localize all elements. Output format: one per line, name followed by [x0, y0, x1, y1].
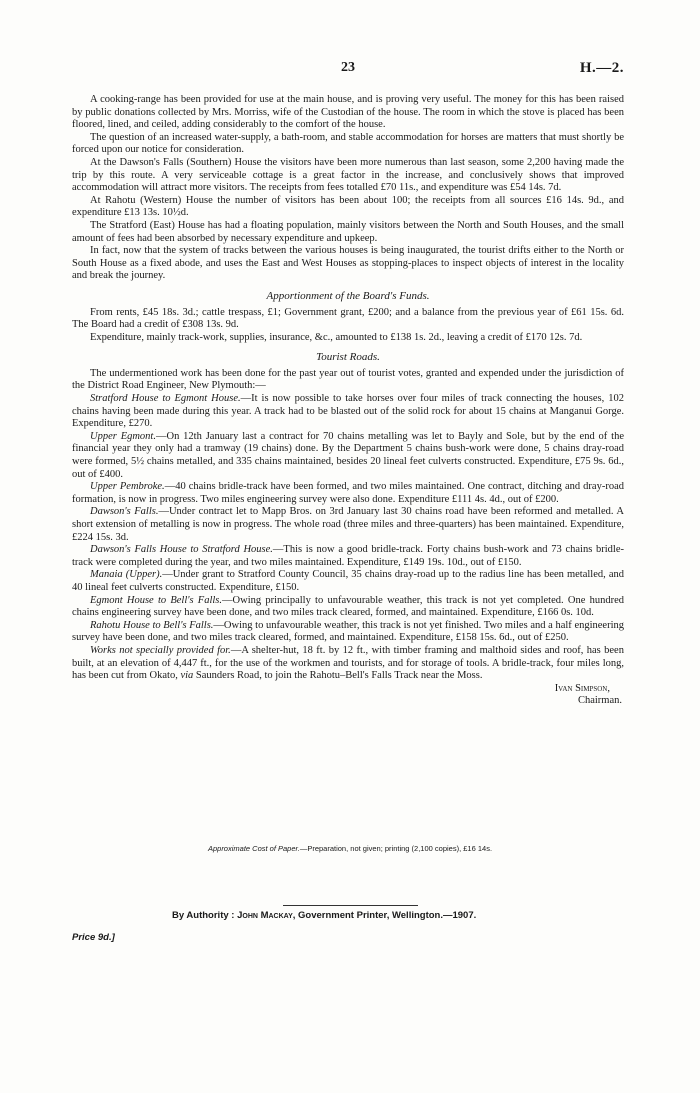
section-heading-tourist-roads: Tourist Roads.	[316, 351, 380, 364]
item-heading: Works not specially provided for.	[90, 644, 231, 656]
item-heading: Egmont House to Bell's Falls.	[90, 594, 223, 606]
item-text: —Under grant to Stratford County Council, 35 chains dray-road up to the radius line has been metalled, and 40 lineal feet culverts constructed. Expenditure, £150.	[72, 569, 624, 593]
paragraph	[72, 481, 624, 506]
page-number: 23	[341, 60, 355, 75]
paragraph	[72, 506, 624, 544]
item-heading: Dawson's Falls House to Stratford House.	[90, 544, 273, 556]
signature-name: Ivan Simpson,	[554, 682, 610, 694]
printer-name: John Mackay	[237, 910, 293, 921]
paragraph: At Rahotu (Western) House the number of visitors has been about 100; the receipts from all sources £16 14s. 9d., and expenditure £13 13s. 10½d.	[72, 194, 624, 219]
item-heading: Upper Egmont.	[90, 430, 156, 442]
paragraph: In fact, now that the system of tracks between the various houses is being inaugurated, the tourist drifts either to the North or South House as a fixed abode, and uses the East and West Houses as stopping-places to inspect objects of interest in the locality and break the journey.	[72, 245, 624, 282]
paragraph: A cooking-range has been provided for use at the main house, and is proving very useful. The money for this has been raised by public donations collected by Mrs. Morriss, wife of the Custodian of the house. The room in which the stove is placed has been floored, lined, and ceiled, adding considerably to the comfort of the house.	[72, 94, 624, 131]
paragraph: At the Dawson's Falls (Southern) House the visitors have been more numerous than last season, some 2,200 having made the trip by this route. A very serviceable cottage is a great factor in the increase, and conclusively shows that improved accommodation will attract more visitors. The receipts from fees totalled £70 11s., and expenditure was £54 14s. 7d.	[72, 156, 624, 194]
item-heading: Manaia (Upper).	[90, 569, 163, 581]
item-text: —40 chains bridle-track have been formed, and two miles maintained. One contract, ditching and dray-road formation, is now in progress. Two miles engineering survey were also done. Expenditure £111 4s. 4d., out of £200.	[72, 481, 624, 505]
cost-of-paper-note: Approximate Cost of Paper.—Preparation, not given; printing (2,100 copies), £16 14s.	[207, 844, 493, 853]
paragraph	[72, 393, 624, 431]
section-heading-funds: Apportionment of the Board's Funds.	[266, 289, 430, 302]
page-header	[72, 60, 624, 82]
item-text: —This is now a good bridle-track. Forty chains bush-work and 73 chains bridle-track were completed during the year, and two miles maintained. Expenditure, £149 19s. 10d., out of £150.	[72, 544, 624, 568]
divider-rule	[283, 905, 418, 906]
paragraph	[72, 595, 624, 620]
document-reference: H.—2.	[579, 60, 624, 76]
item-heading: Rahotu House to Bell's Falls.	[90, 619, 214, 631]
paragraph	[72, 544, 624, 569]
paragraph	[72, 620, 624, 645]
paragraph: From rents, £45 18s. 3d.; cattle trespass, £1; Government grant, £200; and a balance from the previous year of £61 15s. 6d. The Board had a credit of £308 13s. 9d.	[72, 306, 624, 331]
item-text: —Under contract let to Mapp Bros. on 3rd January last 30 chains road have been reformed and metalled. A short extension of metalling is now in progress. The whole road (three miles and three-quarters) has been maintained. Expenditure, £224 15s. 3d.	[72, 506, 624, 543]
paragraph	[72, 645, 624, 683]
paragraph: The question of an increased water-supply, a bath-room, and stable accommodation for horses are matters that must shortly be forced upon our notice for consideration.	[72, 131, 624, 156]
price-label: Price 9d.]	[72, 932, 115, 943]
paragraph: The Stratford (East) House has had a floating population, mainly visitors between the North and South Houses, and the small amount of fees had been absorbed by necessary expenditure and upkeep.	[72, 219, 624, 244]
item-heading: Stratford House to Egmont House.	[90, 393, 241, 405]
item-heading: Dawson's Falls.	[90, 506, 159, 518]
item-text: —A shelter-hut, 18 ft. by 12 ft., with timber framing and malthoid sides and roof, has been built, at an elevation of 4,447 ft., for the use of the workmen and tourists, and for storage of tools. A bridle-track, four miles long, has been cut from Okato,	[72, 644, 624, 682]
item-text: Saunders Road, to join the Rahotu–Bell's Falls Track near the Moss.	[193, 670, 483, 682]
report-body	[72, 94, 624, 708]
item-heading: Upper Pembroke.	[90, 481, 165, 493]
item-text-italic: via	[180, 670, 194, 682]
paragraph	[72, 431, 624, 481]
item-text: —It is now possible to take horses over four miles of track connecting the houses, 102 chains having been made during this year. A track had to be blasted out of the solid rock for about 15 chains at Manganui Gorge. Expenditure, £270.	[72, 393, 624, 430]
paragraph: The undermentioned work has been done for the past year out of tourist votes, granted and expended under the jurisdiction of the District Road Engineer, New Plymouth:—	[72, 367, 624, 392]
printer-authority: By Authority : John Mackay, Government Printer, Wellington.—1907.	[172, 910, 477, 921]
item-text: —Owing to unfavourable weather, this track is not yet finished. Two miles and a half engineering survey have been done, and two miles track cleared, formed, and maintained. Expenditure, £158 15s. 6d., out of £250.	[72, 619, 624, 644]
item-text: —On 12th January last a contract for 70 chains metalling was let to Bayly and Sole, but by the end of the financial year they only had a tramway (19 chains) done. By the Department 5 chains bush-work were done, 5 chains dray-road were formed, 5½ chains metalled, and 335 chains maintained, besides 20 lineal feet culverts constructed. Expenditure, £75 9s. 6d., out of £400.	[72, 430, 624, 480]
signature-title: Chairman.	[577, 695, 622, 707]
item-text: —Owing principally to unfavourable weather, this track is not yet completed. One hundred chains engineering survey have been done, and two miles track cleared, formed, and maintained. Expenditure, £166 0s. 10d.	[72, 594, 624, 619]
paragraph	[72, 569, 624, 594]
paragraph: Expenditure, mainly track-work, supplies, insurance, &c., amounted to £138 1s. 2d., leaving a credit of £170 12s. 7d.	[90, 331, 583, 343]
